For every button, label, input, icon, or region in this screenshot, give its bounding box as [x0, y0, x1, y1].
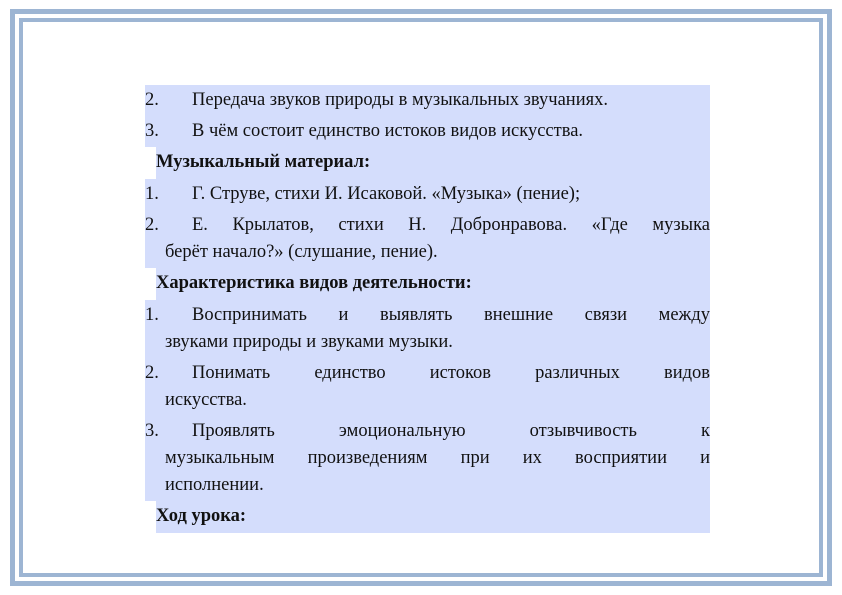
list-number: 1. [145, 184, 159, 204]
list-number: 2. [145, 90, 159, 110]
list-text: Г. Струве, стихи И. Исаковой. «Музыка» (пение); [192, 184, 581, 204]
list-text-line-1: Воспринимать и выявлять внешние связи между [192, 305, 710, 325]
list-text: В чём состоит единство истоков видов искусства. [192, 121, 584, 141]
list-text-line-3: исполнении. [165, 475, 264, 495]
music-item-1 [145, 179, 710, 210]
list-text-line-2: звуками природы и звуками музыки. [165, 332, 453, 352]
music-material-heading: Музыкальный материал: [156, 147, 710, 179]
goal-item-3 [145, 116, 710, 147]
music-item-2 [145, 210, 710, 268]
goal-item-2 [145, 85, 710, 116]
lesson-heading: Ход урока: [156, 501, 710, 533]
activity-item-3 [145, 416, 710, 501]
activity-item-2 [145, 358, 710, 416]
list-text-line-2: музыкальным произведениям при их восприятии и [165, 448, 710, 468]
list-number: 2. [145, 215, 159, 235]
list-text-line-1: Понимать единство истоков различных видов [192, 363, 710, 383]
activity-item-1 [145, 300, 710, 358]
list-number: 2. [145, 363, 159, 383]
list-text-line-2: берёт начало?» (слушание, пение). [165, 242, 438, 262]
list-text-line-1: Проявлять эмоциональную отзывчивость к [192, 421, 710, 441]
list-number: 3. [145, 121, 159, 141]
list-text-line-2: искусства. [165, 390, 247, 410]
document-body [145, 85, 710, 533]
list-number: 1. [145, 305, 159, 325]
list-text-line-1: Е. Крылатов, стихи Н. Добронравова. «Где музыка [192, 215, 710, 235]
list-text: Передача звуков природы в музыкальных звучаниях. [192, 90, 608, 110]
list-number: 3. [145, 421, 159, 441]
activities-heading: Характеристика видов деятельности: [156, 268, 710, 300]
